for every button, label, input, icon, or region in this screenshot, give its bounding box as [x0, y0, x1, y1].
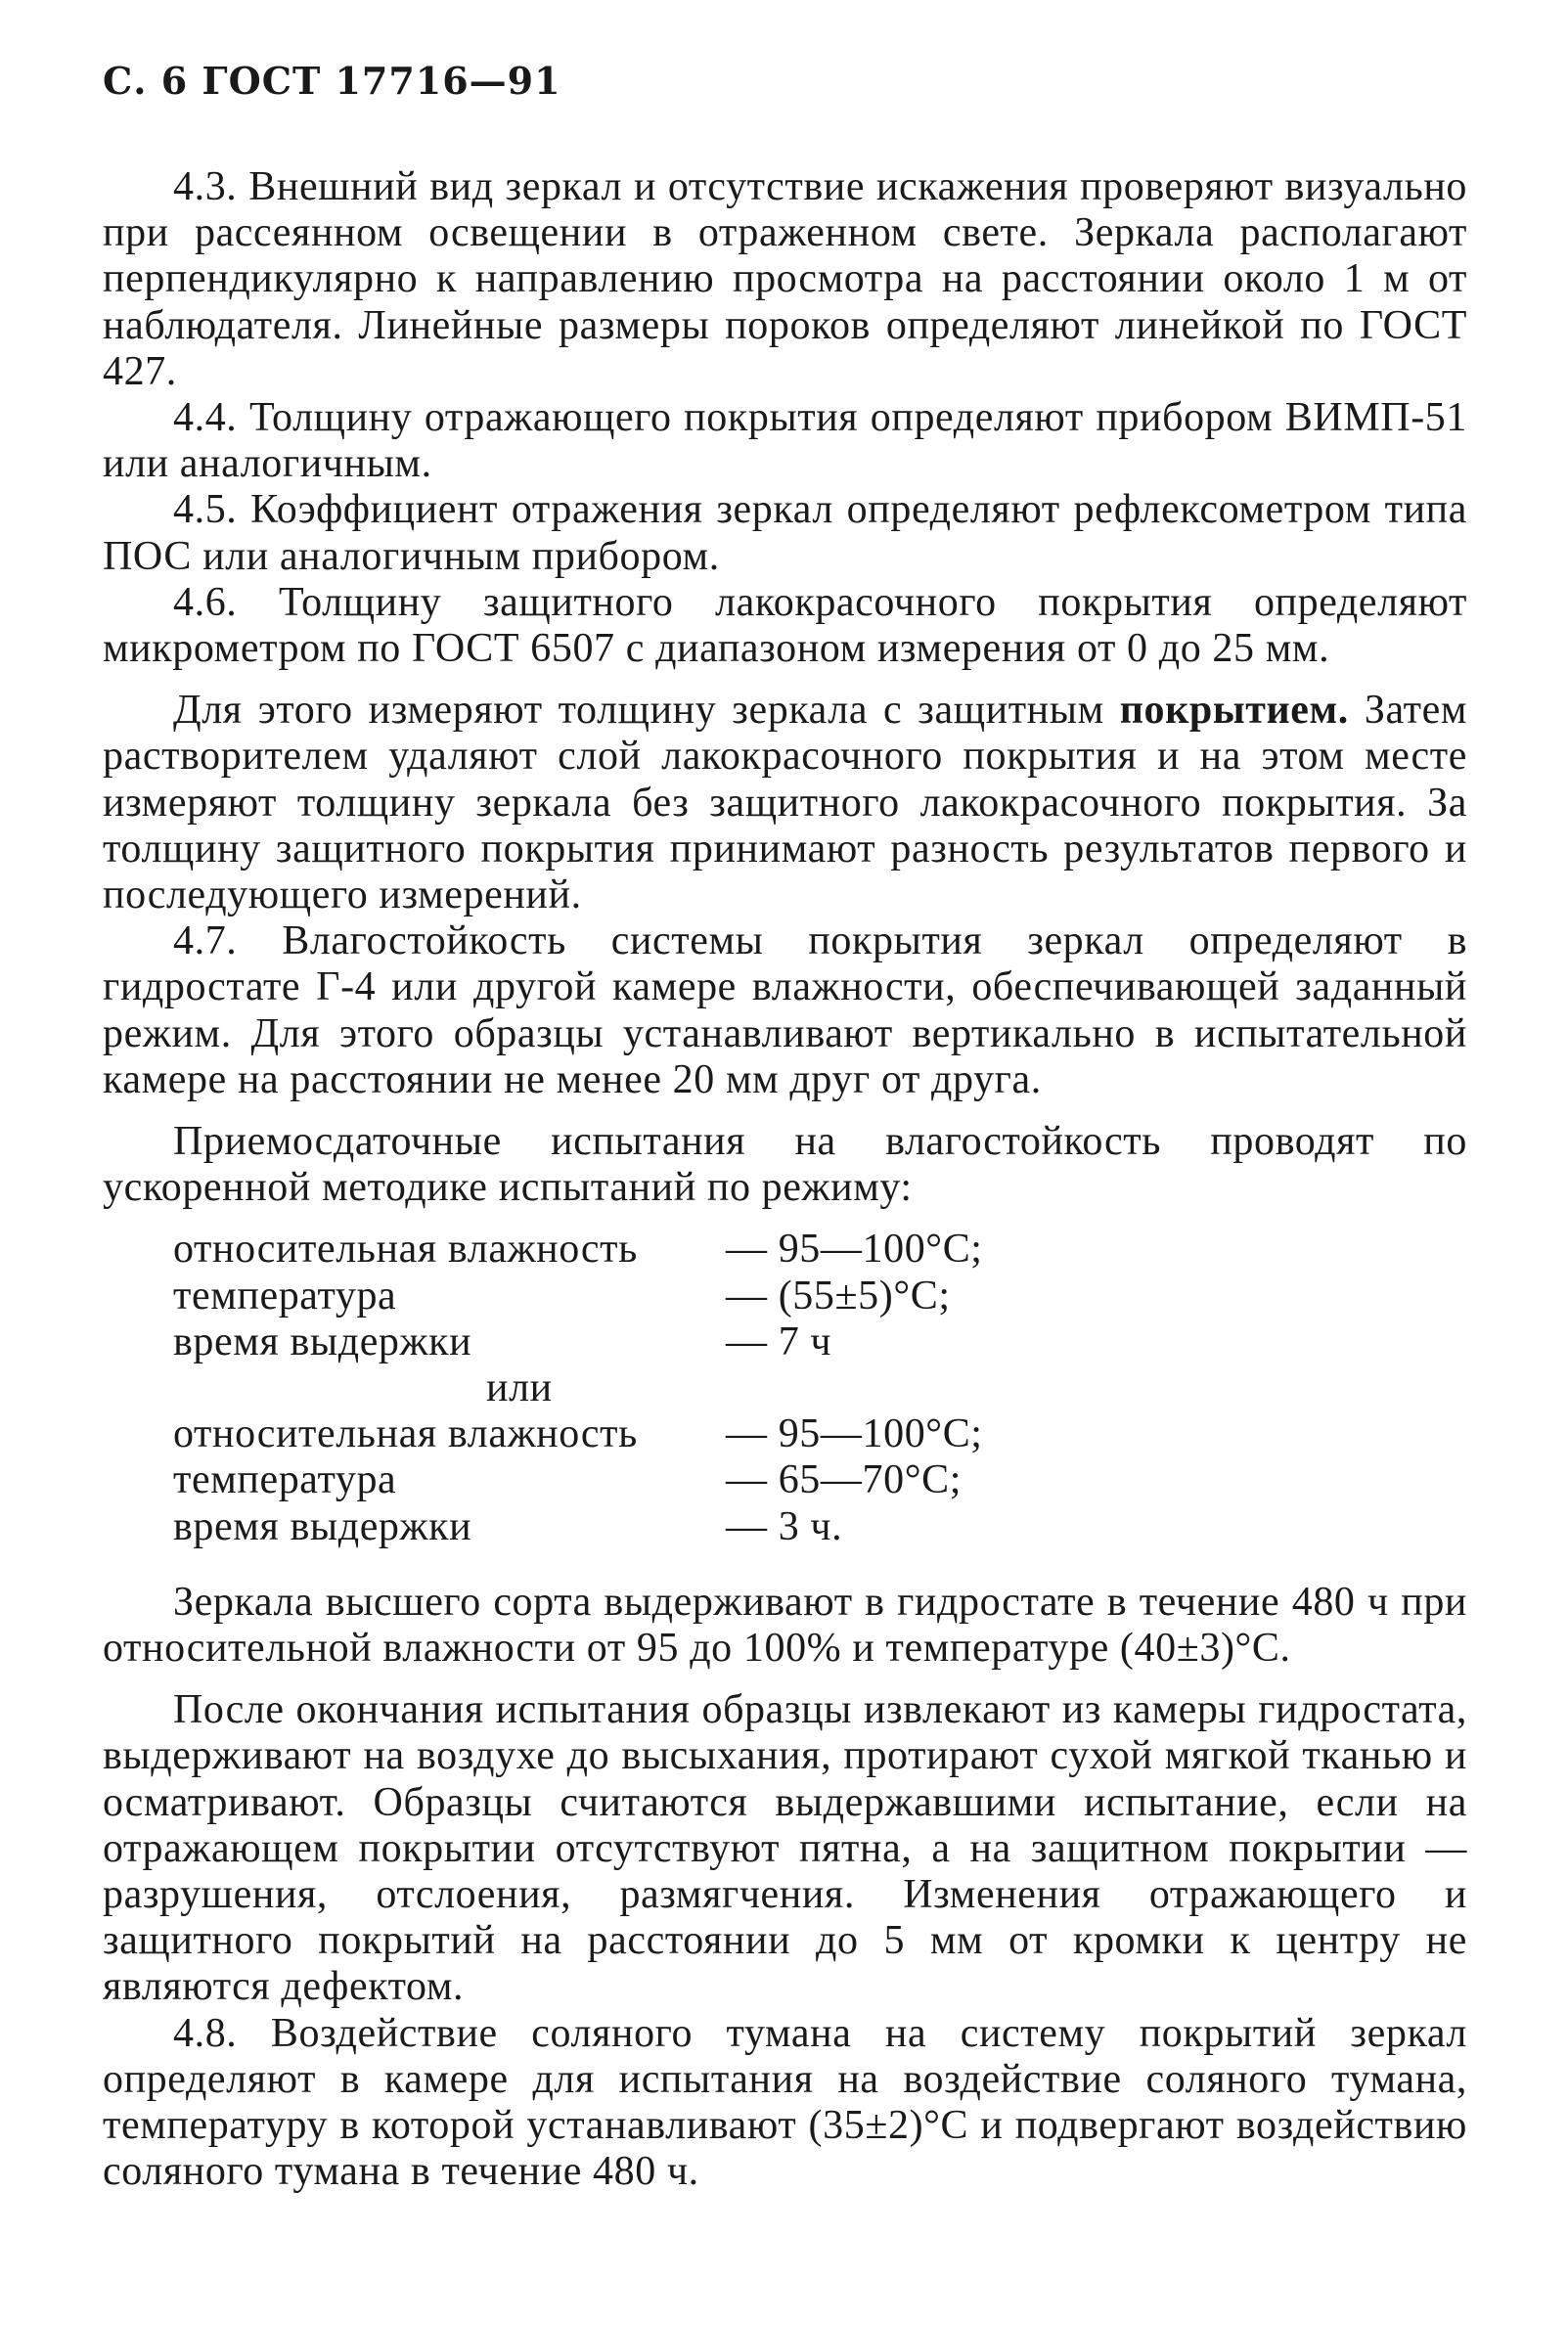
page-header: С. 6 ГОСТ 17716—91 [103, 59, 561, 103]
regime-param-name: время выдержки [173, 1503, 472, 1549]
regime-row [173, 1319, 1467, 1365]
method-text-lead: Для этого измеряют толщину зеркала с защитным [173, 688, 1120, 734]
paragraph-acceptance-tests: Приемосдаточные испытания на влагостойкость проводят по ускоренной методике испытаний по режиму: [103, 1119, 1467, 1211]
regime-param-name: относительная влажность [173, 1227, 638, 1273]
regime-param-value: — 95—100°С; [726, 1411, 983, 1457]
regime-param-name: время выдержки [173, 1319, 472, 1364]
paragraph-4-4: 4.4. Толщину отражающего покрытия определяют прибором ВИМП-51 или аналогичным. [103, 395, 1467, 487]
regime-param-value: — 65—70°С; [726, 1457, 962, 1503]
regime-param-name: относительная влажность [173, 1411, 638, 1457]
method-text-bold: покрытием. [1119, 688, 1349, 734]
regime-param-name: температура [173, 1273, 397, 1319]
regime-row [173, 1504, 1467, 1550]
paragraph-4-3: 4.3. Внешний вид зеркал и отсутствие искажения проверяют визуально при рассеянном освещении в отраженном свете. Зеркала располагают перпендикулярно к направлению просмотра на расстоянии около 1 м от наблюдателя. Линейные размеры пороков определяют линейкой по ГОСТ 427. [103, 164, 1467, 394]
paragraph-4-8: 4.8. Воздействие соляного тумана на систему покрытий зеркал определяют в камере для испытания на воздействие соляного тумана, температуру в которой устанавливают (35±2)°С и подвергают воздействию соляного тумана в течение 480 ч. [103, 2010, 1467, 2195]
regime-or-separator: или [486, 1365, 553, 1411]
paragraph-4-5: 4.5. Коэффициент отражения зеркал определяют рефлексометром типа ПОС или аналогичным прибором. [103, 487, 1467, 579]
test-regime-list [173, 1227, 1467, 1549]
paragraph-4-6-method [103, 688, 1467, 918]
regime-param-value: — 95—100°С; [726, 1227, 983, 1273]
paragraph-4-6: 4.6. Толщину защитного лакокрасочного покрытия определяют микрометром по ГОСТ 6507 с диапазоном измерения от 0 до 25 мм. [103, 579, 1467, 672]
regime-param-value: — 3 ч. [726, 1503, 843, 1549]
paragraph-4-7: 4.7. Влагостойкость системы покрытия зеркал определяют в гидростате Г-4 или другой камере влажности, обеспечивающей заданный режим. Для этого образцы устанавливают вертикально в испытательной камере на расстоянии не менее 20 мм друг от друга. [103, 918, 1467, 1102]
paragraph-premium-grade: Зеркала высшего сорта выдерживают в гидростате в течение 480 ч при относительной влажности от 95 до 100% и температуре (40±3)°С. [103, 1579, 1467, 1671]
regime-param-value: — 7 ч [726, 1319, 832, 1364]
regime-row [173, 1457, 1467, 1503]
regime-param-value: — (55±5)°С; [726, 1273, 951, 1319]
regime-row [173, 1227, 1467, 1273]
regime-row [173, 1411, 1467, 1457]
paragraph-post-test: После окончания испытания образцы извлекают из камеры гидростата, выдерживают на воздухе до высыхания, протирают сухой мягкой тканью и осматривают. Образцы считаются выдержавшими испытание, если на отражающем покрытии отсутствуют пятна, а на защитном покрытии — разрушения, отслоения, размягчения. Изменения отражающего и защитного покрытий на расстоянии до 5 мм от кромки к центру не являются дефектом. [103, 1687, 1467, 2010]
regime-row [173, 1274, 1467, 1319]
method-text-rest: Затем растворителем удаляют слой лакокрасочного покрытия и на этом месте измеряют толщину зеркала без защитного лакокрасочного покрытия. За толщину защитного покрытия принимают разность результатов первого и последующего измерений. [103, 688, 1467, 918]
document-body [103, 164, 1467, 2195]
regime-param-name: температура [173, 1457, 397, 1503]
